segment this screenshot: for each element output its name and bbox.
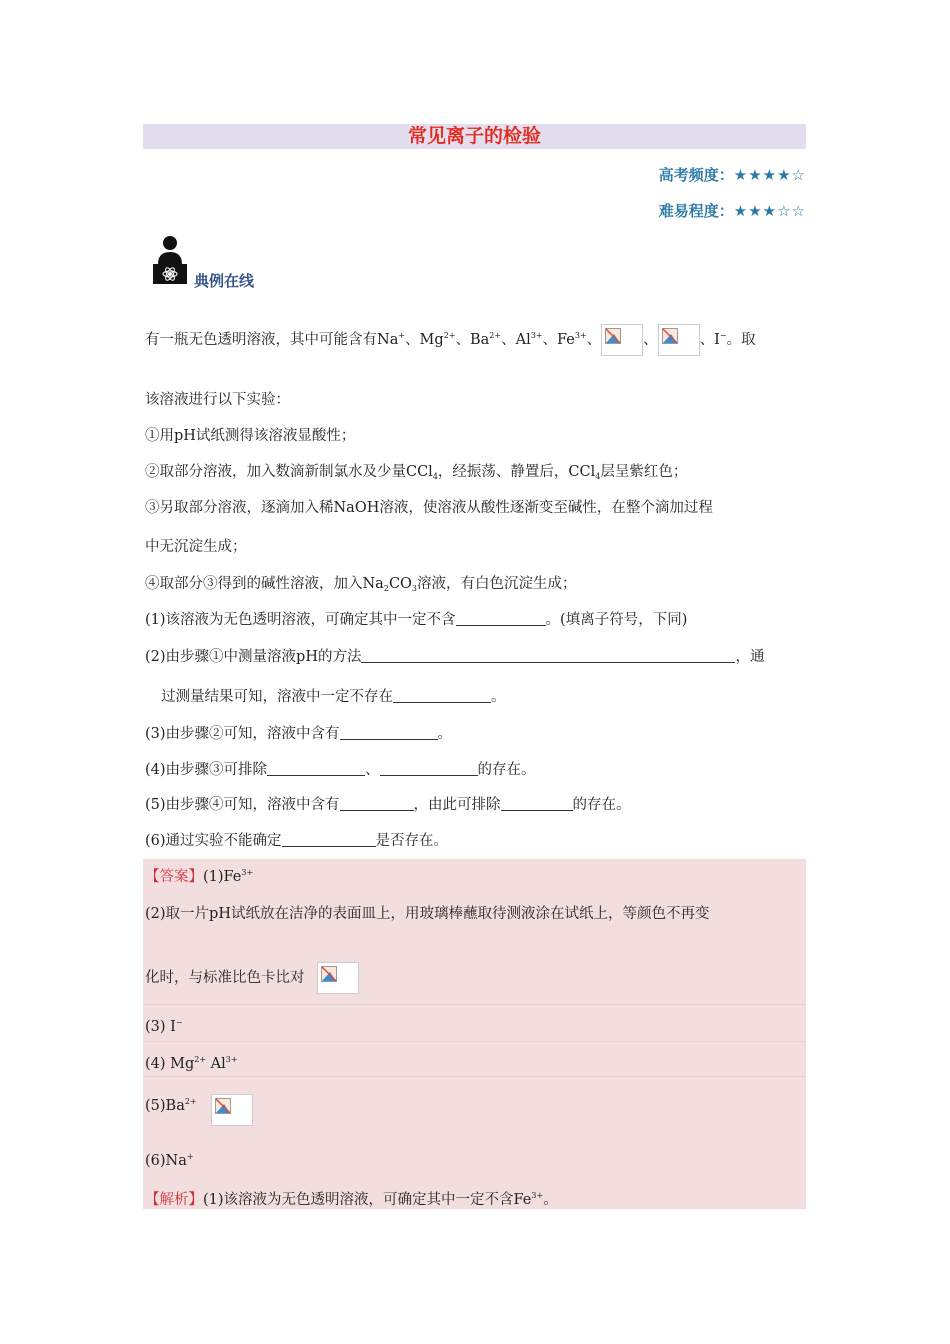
difficulty-row: [659, 200, 806, 221]
answer-2-cont: 化时，与标准比色卡比对: [145, 962, 359, 994]
answer-blank[interactable]: [380, 761, 478, 776]
answer-blank[interactable]: [282, 832, 376, 847]
step-4: ④取部分③得到的碱性溶液，加入$Na_2CO_3$溶液，有白色沉淀生成；: [145, 576, 577, 593]
answer-blank[interactable]: [501, 796, 573, 811]
answer-1: 【答案】$(1)Fe^{3+}$: [145, 868, 254, 885]
question-intro-line2: 该溶液进行以下实验：: [145, 392, 290, 408]
frequency-stars: ★★★★☆: [733, 166, 806, 184]
analysis-tag: 【解析】: [145, 1192, 203, 1208]
step-3-cont: 中无沉淀生成；: [145, 539, 247, 555]
answer-blank[interactable]: [393, 688, 491, 703]
step-2: ②取部分溶液，加入数滴新制氯水及少量CCl$_4$，经振荡、静置后，CCl$_4$层呈紫红色；: [145, 464, 688, 481]
question-2-cont: 过测量结果可知，溶液中一定不存在 。: [161, 689, 506, 705]
ion-ba: $Ba^{2+}$: [469, 331, 502, 348]
question-4: (4)由步骤③可排除 、 的存在。: [145, 762, 536, 778]
difficulty-stars: ★★★☆☆: [733, 202, 806, 220]
answer-4: (4) $Mg^{2+}$ $Al^{3+}$: [145, 1055, 238, 1072]
answer-blank[interactable]: [361, 648, 735, 663]
divider: [143, 1076, 806, 1077]
answer-blank[interactable]: [340, 725, 438, 740]
section-label: 典例在线: [194, 272, 255, 290]
answer-6: (6)Na+: [145, 1152, 194, 1169]
answer-5: $(5)Ba^{2+}$: [145, 1094, 253, 1126]
question-1: (1)该溶液为无色透明溶液，可确定其中一定不含 。(填离子符号，下同): [145, 612, 688, 628]
question-3: (3)由步骤②可知，溶液中含有 。: [145, 726, 453, 742]
question-5: (5)由步骤④可知，溶液中含有 ，由此可排除 的存在。: [145, 797, 631, 813]
divider: [143, 1041, 806, 1042]
answer-3: (3) I−: [145, 1018, 183, 1035]
frequency-row: [659, 164, 806, 185]
question-intro-line: 有一瓶无色透明溶液，其中可能含有Na+、$Mg^{2+}$、$Ba^{2+}$、$Al^{3+}$、$Fe^{3+}$、 、 、I−。取: [145, 324, 756, 356]
answer-2: (2)取一片pH试纸放在洁净的表面皿上，用玻璃棒蘸取待测液涂在试纸上，等颜色不再变: [145, 906, 710, 922]
ion-fe: $Fe^{3+}$: [557, 331, 587, 348]
step-3: ③另取部分溶液，逐滴加入稀NaOH溶液，使溶液从酸性逐渐变至碱性，在整个滴加过程: [145, 500, 713, 516]
question-2: (2)由步骤①中测量溶液pH的方法 ，通: [145, 649, 765, 665]
ion-mg: $Mg^{2+}$: [419, 331, 456, 348]
teacher-icon: [151, 234, 189, 286]
divider: [143, 1004, 806, 1005]
image-placeholder-icon: [601, 324, 643, 356]
image-placeholder-icon: [317, 962, 359, 994]
ion-al: $Al^{3+}$: [515, 331, 543, 348]
frequency-label: 高考频度：: [658, 166, 734, 184]
step-1: ①用pH试纸测得该溶液显酸性；: [145, 428, 356, 444]
answer-blank[interactable]: [267, 761, 365, 776]
answer-blank[interactable]: [340, 796, 414, 811]
intro-text: 有一瓶无色透明溶液，其中可能含有: [145, 332, 377, 348]
answer-blank[interactable]: [456, 611, 546, 626]
answer-tag: 【答案】: [145, 869, 203, 885]
analysis-1: 【解析】(1)该溶液为无色透明溶液，可确定其中一定不含$Fe^{3+}$。: [145, 1191, 558, 1208]
ion-i: I−: [714, 331, 727, 348]
image-placeholder-icon: [211, 1094, 253, 1126]
image-placeholder-icon: [658, 324, 700, 356]
page-title: 常见离子的检验: [407, 125, 541, 147]
question-6: (6)通过实验不能确定 是否存在。: [145, 833, 449, 849]
ion-na: Na+: [377, 331, 406, 348]
difficulty-label: 难易程度：: [658, 202, 734, 220]
